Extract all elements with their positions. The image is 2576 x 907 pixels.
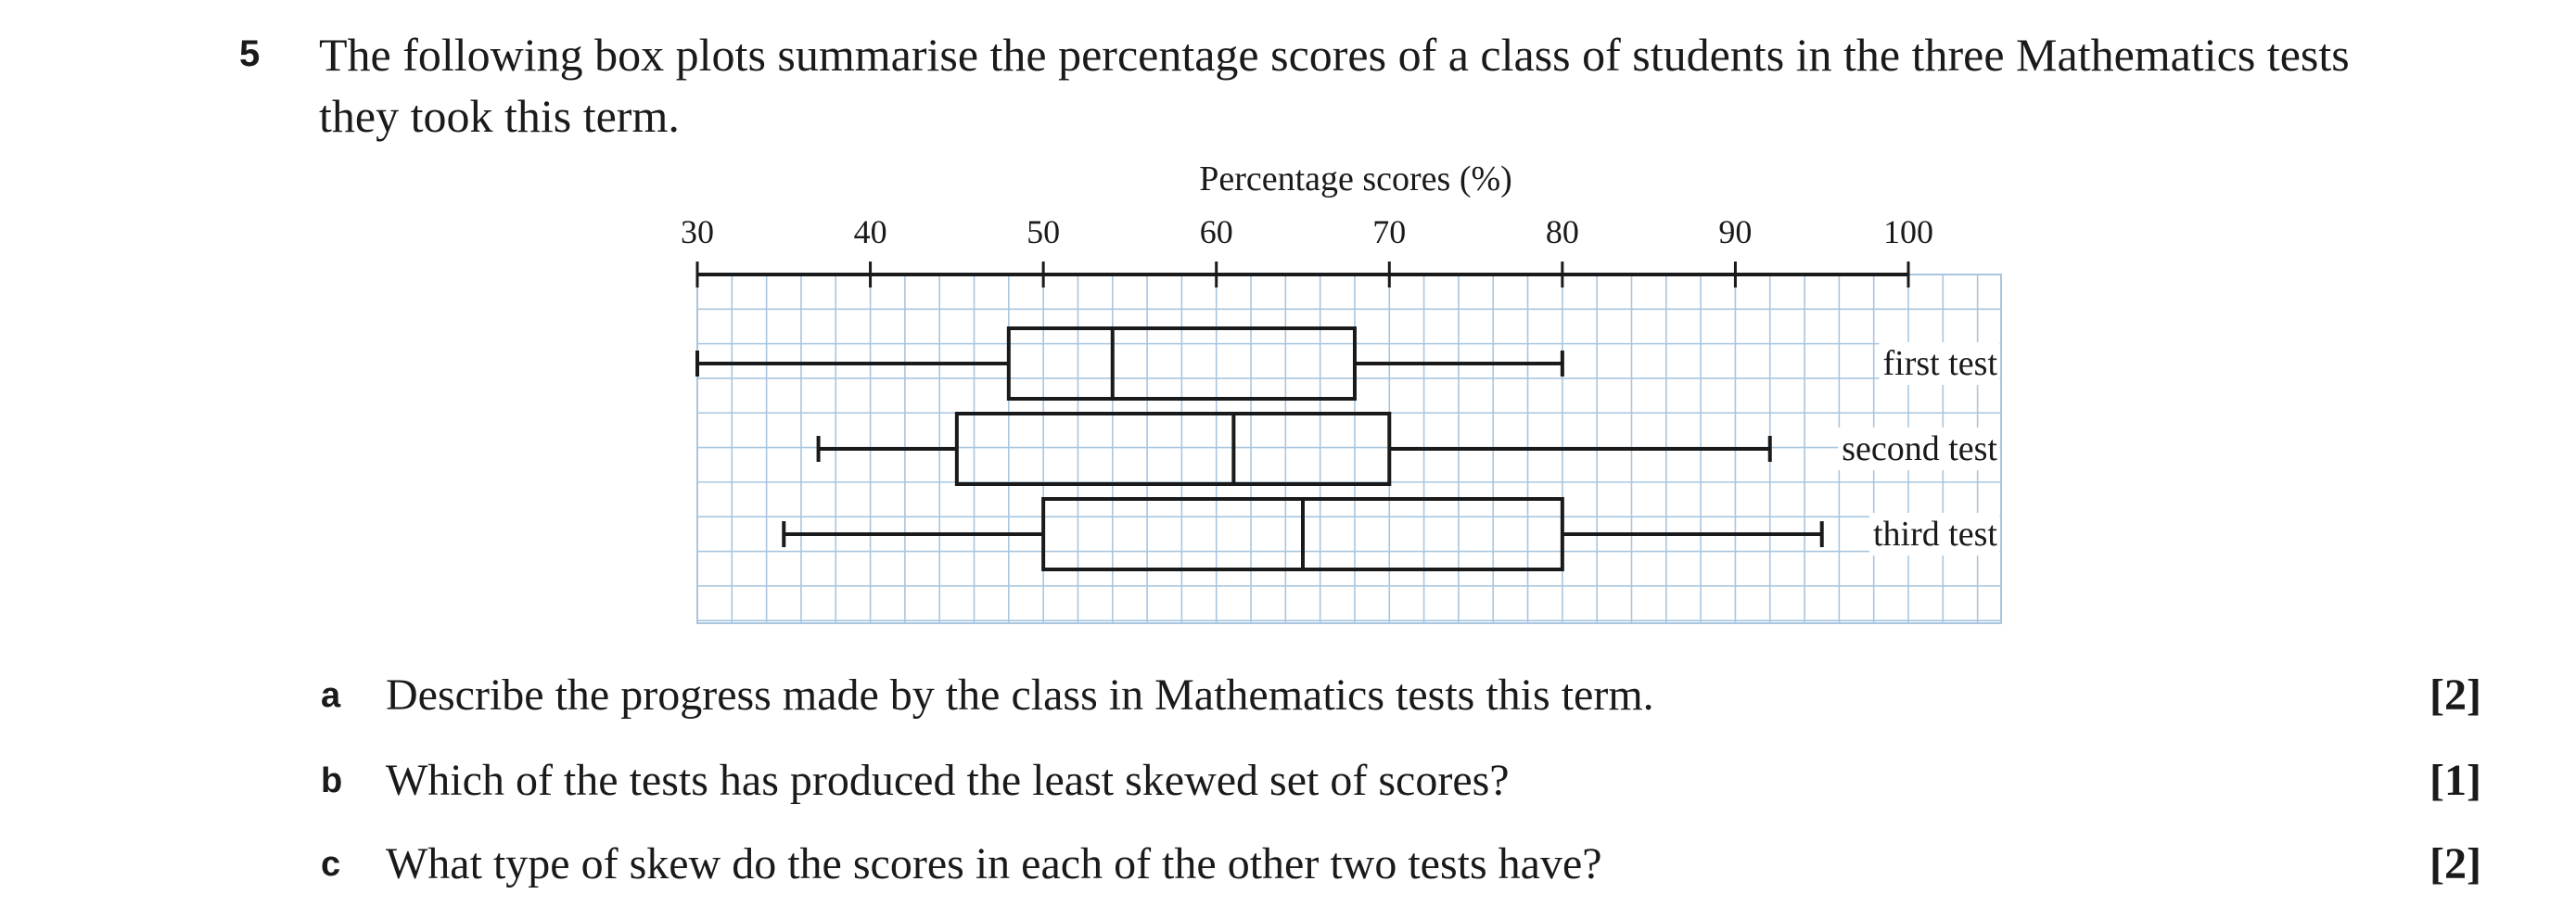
question-stem-line-1: The following box plots summarise the percentage scores of a class of students in the three Mathematics tests xyxy=(319,29,2350,81)
part-label: a xyxy=(321,676,341,715)
series-label: second test xyxy=(1842,429,1997,468)
part-label: b xyxy=(321,761,343,800)
axis-tick-label: 60 xyxy=(1199,213,1233,250)
series-label: first test xyxy=(1882,344,1997,383)
part-text: Which of the tests has produced the least skewed set of scores? xyxy=(386,756,1510,805)
part-text: What type of skew do the scores in each of the other two tests have? xyxy=(386,839,1602,888)
axis-tick-label: 80 xyxy=(1545,213,1579,250)
part-label: c xyxy=(321,845,341,884)
axis-tick-label: 40 xyxy=(853,213,887,250)
part-marks: [2] xyxy=(2429,671,2481,720)
scale-axis xyxy=(681,213,1933,287)
question-part-a xyxy=(321,666,2481,725)
axis-tick-label: 70 xyxy=(1372,213,1407,250)
axis-tick-label: 90 xyxy=(1718,213,1753,250)
axis-tick-label: 100 xyxy=(1883,213,1933,250)
part-text: Describe the progress made by the class in Mathematics tests this term. xyxy=(386,671,1654,720)
part-marks: [1] xyxy=(2429,756,2481,805)
series-label: third test xyxy=(1872,515,1997,554)
axis-tick-label: 50 xyxy=(1027,213,1061,250)
chart-title: Percentage scores (%) xyxy=(1199,160,1512,198)
question-stem-line-2: they took this term. xyxy=(319,90,680,142)
question-part-c xyxy=(321,835,2481,894)
question-number: 5 xyxy=(239,33,261,74)
part-marks: [2] xyxy=(2429,839,2481,888)
question-part-b xyxy=(321,751,2481,811)
axis-tick-label: 30 xyxy=(681,213,714,250)
